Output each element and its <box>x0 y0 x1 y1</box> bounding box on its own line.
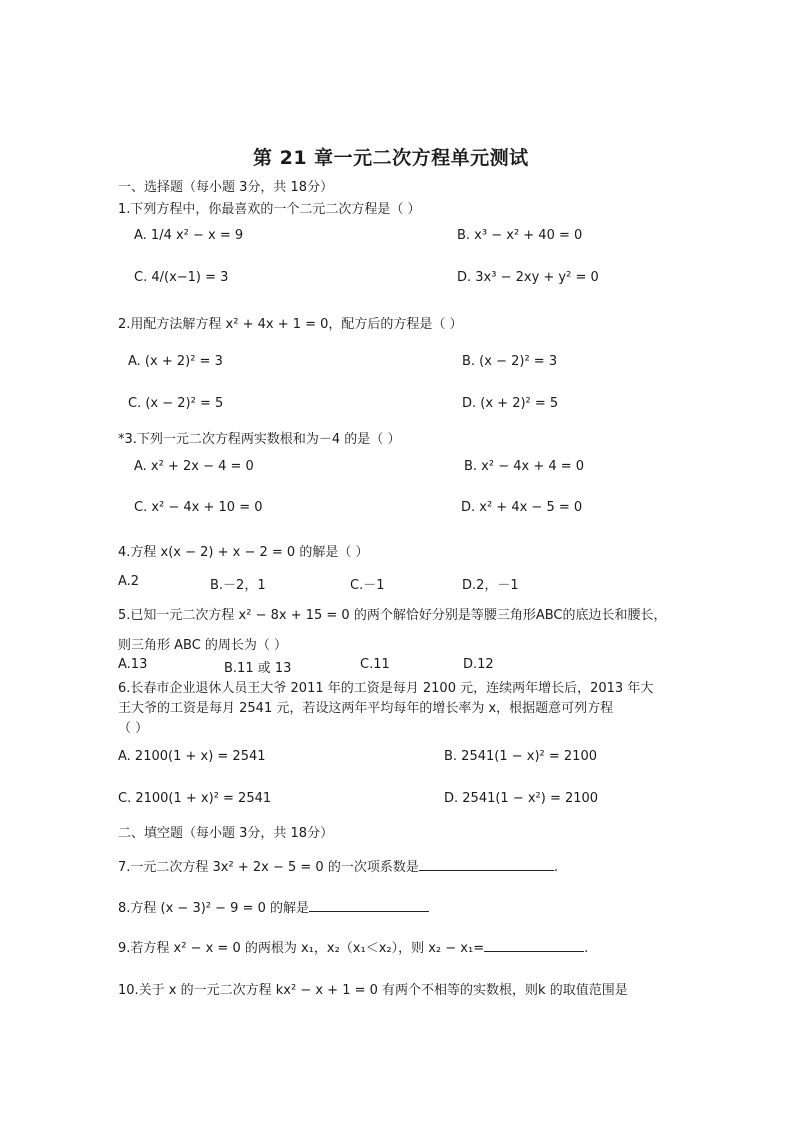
question-6-option-d: D. 2541(1 − x²) = 2100 <box>444 791 599 806</box>
question-4-option-d: D.2，－1 <box>462 578 519 593</box>
question-5-stem-line-2: 则三角形 ABC 的周长为（ ） <box>118 638 288 653</box>
question-8 <box>118 897 429 916</box>
section-heading-choice: 一、选择题（每小题 3分，共 18分） <box>118 180 334 195</box>
question-7-stem: 7.一元二次方程 3x² + 2x − 5 = 0 的一次项系数是 <box>118 860 419 875</box>
question-6-option-b: B. 2541(1 − x)² = 2100 <box>444 749 597 764</box>
question-7-answer-blank[interactable] <box>419 857 554 871</box>
question-7 <box>118 856 558 875</box>
question-4-option-c: C.－1 <box>350 578 385 593</box>
question-4-option-b: B.－2，1 <box>210 578 266 593</box>
question-5-option-b: B.11 或 13 <box>224 661 292 676</box>
question-6-option-c: C. 2100(1 + x)² = 2541 <box>118 791 272 806</box>
page-title: 第 21 章一元二次方程单元测试 <box>253 147 529 169</box>
question-6-stem-line-3: （ ） <box>118 721 149 736</box>
question-2-option-c: C. (x − 2)² = 5 <box>128 396 224 411</box>
question-2-option-d: D. (x + 2)² = 5 <box>462 396 559 411</box>
question-9 <box>118 937 588 956</box>
question-5-option-d: D.12 <box>463 657 494 672</box>
question-2-stem: 2.用配方法解方程 x² + 4x + 1 = 0，配方后的方程是（ ） <box>118 317 463 332</box>
question-5-option-a: A.13 <box>118 657 148 672</box>
question-4-option-a: A.2 <box>118 574 140 589</box>
question-2-option-b: B. (x − 2)² = 3 <box>462 354 558 369</box>
question-5-stem-line-1: 5.已知一元二次方程 x² − 8x + 15 = 0 的两个解恰好分别是等腰三角形ABC的底边长和腰长， <box>118 608 667 623</box>
question-8-stem: 8.方程 (x − 3)² − 9 = 0 的解是 <box>118 901 310 916</box>
question-1-stem: 1.下列方程中，你最喜欢的一个二元二次方程是（ ） <box>118 202 421 217</box>
question-3-stem: *3.下列一元二次方程两实数根和为－4 的是（ ） <box>118 432 401 447</box>
question-10-stem: 10.关于 x 的一元二次方程 kx² − x + 1 = 0 有两个不相等的实数根，则k 的取值范围是 <box>118 983 628 998</box>
question-1-option-a: A. 1/4 x² − x = 9 <box>134 228 244 243</box>
question-1-option-c: C. 4/(x−1) = 3 <box>134 270 229 285</box>
question-9-stem: 9.若方程 x² − x = 0 的两根为 x₁，x₂（x₁＜x₂），则 x₂ − x₁= <box>118 941 485 956</box>
question-9-answer-blank[interactable] <box>484 938 584 952</box>
question-3-option-b: B. x² − 4x + 4 = 0 <box>464 459 585 474</box>
question-8-answer-blank[interactable] <box>309 898 429 912</box>
question-6-stem-line-1: 6.长春市企业退休人员王大爷 2011 年的工资是每月 2100 元，连续两年增长后，2013 年大 <box>118 681 654 696</box>
question-6-stem-line-2: 王大爷的工资是每月 2541 元，若设这两年平均每年的增长率为 x，根据题意可列方程 <box>118 701 614 716</box>
question-6-option-a: A. 2100(1 + x) = 2541 <box>118 749 266 764</box>
question-3-option-a: A. x² + 2x − 4 = 0 <box>134 459 254 474</box>
question-4-stem: 4.方程 x(x − 2) + x − 2 = 0 的解是（ ） <box>118 545 369 560</box>
section-heading-fill-in: 二、填空题（每小题 3分，共 18分） <box>118 826 334 841</box>
question-3-option-d: D. x² + 4x − 5 = 0 <box>461 500 583 515</box>
question-5-option-c: C.11 <box>360 657 390 672</box>
question-9-end: . <box>584 941 589 956</box>
question-3-option-c: C. x² − 4x + 10 = 0 <box>134 500 263 515</box>
question-2-option-a: A. (x + 2)² = 3 <box>128 354 223 369</box>
question-7-end: . <box>553 860 558 875</box>
question-1-option-b: B. x³ − x² + 40 = 0 <box>457 228 583 243</box>
question-1-option-d: D. 3x³ − 2xy + y² = 0 <box>457 270 599 285</box>
